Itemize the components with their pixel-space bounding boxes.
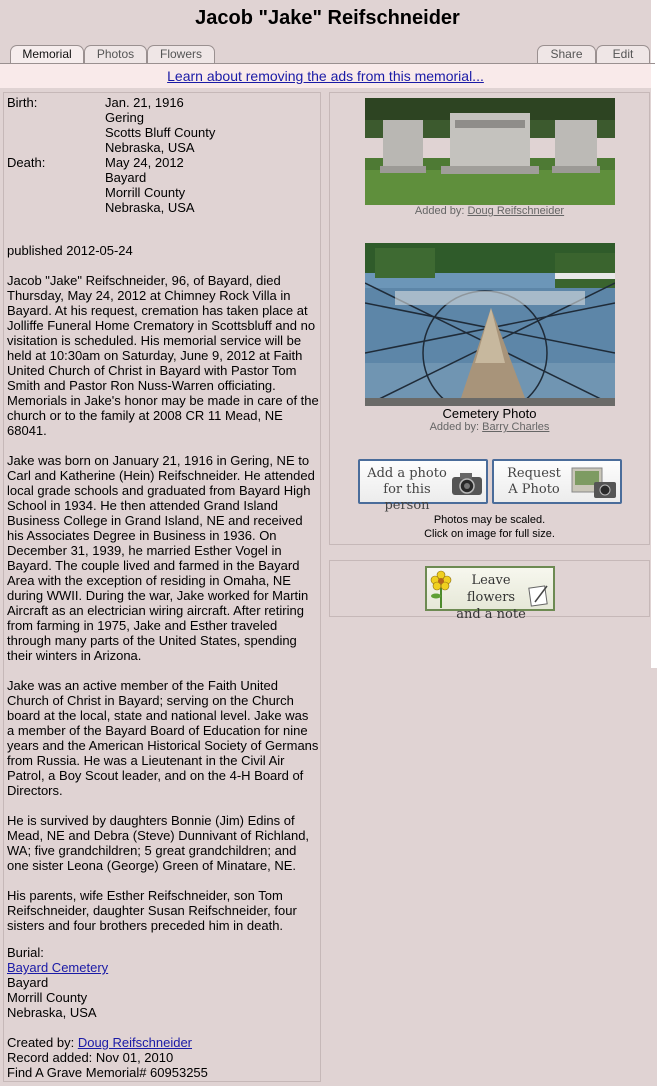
birth-state: Nebraska, USA — [105, 140, 195, 155]
add-photo-line1: Add a photo — [367, 466, 447, 481]
photo2-added-label: Added by: — [429, 421, 480, 433]
memorial-id: Find A Grave Memorial# 60953255 — [7, 1065, 208, 1080]
leave-flowers-line2: and a note — [456, 607, 526, 622]
page-title: Jacob "Jake" Reifschneider — [195, 7, 460, 29]
tab-flowers[interactable]: Flowers — [147, 45, 215, 64]
bio-paragraph: He is survived by daughters Bonnie (Jim) Edins of Mead, NE and Debra (Steve) Dunnivant of Richland, WA; five grandchildren; 5 great grandchildren; and one sister Leona (George) Green of Minatare, NE. — [7, 813, 310, 873]
death-county: Morrill County — [105, 185, 186, 200]
leave-flowers-button[interactable] — [425, 566, 555, 622]
remove-ads-link[interactable]: Learn about removing the ads from this memorial... — [167, 68, 484, 84]
request-photo-line2: A Photo — [508, 482, 560, 497]
published-date: published 2012-05-24 — [7, 243, 133, 258]
birth-city: Gering — [105, 110, 145, 125]
created-by-label: Created by: — [7, 1035, 75, 1050]
headstone-photo[interactable] — [365, 98, 615, 205]
request-photo-line1: Request — [507, 466, 561, 481]
photo-camera-icon — [570, 466, 618, 500]
cemetery-photo[interactable] — [365, 243, 615, 406]
photo1-added-label: Added by: — [414, 205, 465, 217]
page-edge — [651, 0, 657, 668]
burial-state: Nebraska, USA — [7, 1005, 97, 1020]
burial-city: Bayard — [7, 975, 49, 990]
biography — [7, 243, 319, 948]
bio-paragraph: Jacob "Jake" Reifschneider, 96, of Bayard, died Thursday, May 24, 2012 at Chimney Rock Villa in Bayard. At his request, cremation has taken place at Jolliffe Funeral Home Crematory in Scottsbluff and no visitation is scheduled. His memorial service will be held at 10:30am on Saturday, June 9, 2012 at Faith United Church of Christ in Bayard with Pastor Tom Smith and Pastor Ron Nuss-Warren officiating. Memorials in Jake's honor may be made in care of the church or to the family at 2008 CR 11 Mead, NE 68041. — [7, 273, 319, 438]
death-label: Death: — [7, 155, 46, 170]
birth-county: Scotts Bluff County — [105, 125, 216, 140]
photos-note — [329, 513, 650, 541]
burial-info — [7, 945, 108, 1020]
record-added: Record added: Nov 01, 2010 — [7, 1050, 174, 1065]
death-city: Bayard — [105, 170, 147, 185]
flower-icon — [429, 570, 453, 608]
tab-share[interactable]: Share — [537, 45, 596, 64]
cemetery-link[interactable]: Bayard Cemetery — [7, 960, 109, 975]
tab-memorial[interactable]: Memorial — [10, 45, 84, 65]
death-state: Nebraska, USA — [105, 200, 195, 215]
burial-county: Morrill County — [7, 990, 88, 1005]
photos-scaled-note: Photos may be scaled. — [433, 514, 546, 526]
camera-icon — [450, 469, 484, 497]
add-photo-button[interactable] — [358, 459, 488, 513]
bio-paragraph: Jake was born on January 21, 1916 in Gering, NE to Carl and Katherine (Hein) Reifschneider. He attended local grade schools and graduated from Bayard High School in 1934. He then attended Grand Island Business College in Grand Island, NE and received his Associates Degree in Business in 1936. On December 31, 1939, he married Esther Vogel in Bayard. The couple lived and farmed in the Bayard Area with the exception of residing in Omaha, NE during WWII. During the war, Jake worked for Martin Aircraft as an electrician wiring aircraft. After retiring from farming in 1975, Jake and Esther traveled through many parts of the United States, spending their winters in Arizona. — [7, 453, 315, 663]
bio-paragraph: Jake was an active member of the Faith United Church of Christ in Bayard; serving on the Church board at the local, state and national level. Jake was a member of the Bayard Board of Education for nine years and the American Historical Society of Germans from Russia. He was a Lieutenant in the Civil Air Patrol, a Boy Scout leader, and on the 4-H Board of Directors. — [7, 678, 319, 798]
add-photo-line2: for this person — [383, 482, 431, 513]
request-photo-button[interactable] — [492, 459, 622, 504]
created-by-link[interactable]: Doug Reifschneider — [77, 1035, 193, 1050]
ad-bar — [0, 64, 651, 88]
photo1-credit — [329, 205, 650, 217]
record-info — [7, 1035, 208, 1080]
photo2-caption: Cemetery Photo — [442, 406, 537, 421]
birth-date: Jan. 21, 1916 — [105, 95, 184, 110]
bio-paragraph: His parents, wife Esther Reifschneider, son Tom Reifschneider, daughter Susan Reifschneider, four sisters and four brothers preceded him in death. — [7, 888, 297, 933]
photo1-added-by-link[interactable]: Doug Reifschneider — [467, 205, 565, 217]
photos-click-note: Click on image for full size. — [424, 528, 555, 540]
birth-label: Birth: — [7, 95, 38, 110]
death-date: May 24, 2012 — [105, 155, 184, 170]
tab-edit[interactable]: Edit — [596, 45, 650, 64]
photo2-added-by-link[interactable]: Barry Charles — [482, 421, 550, 433]
burial-label: Burial: — [7, 945, 44, 960]
leave-flowers-line1: Leave flowers — [466, 573, 516, 605]
photo2-credit — [329, 421, 650, 433]
tab-photos[interactable]: Photos — [84, 45, 147, 64]
note-icon — [527, 582, 551, 608]
